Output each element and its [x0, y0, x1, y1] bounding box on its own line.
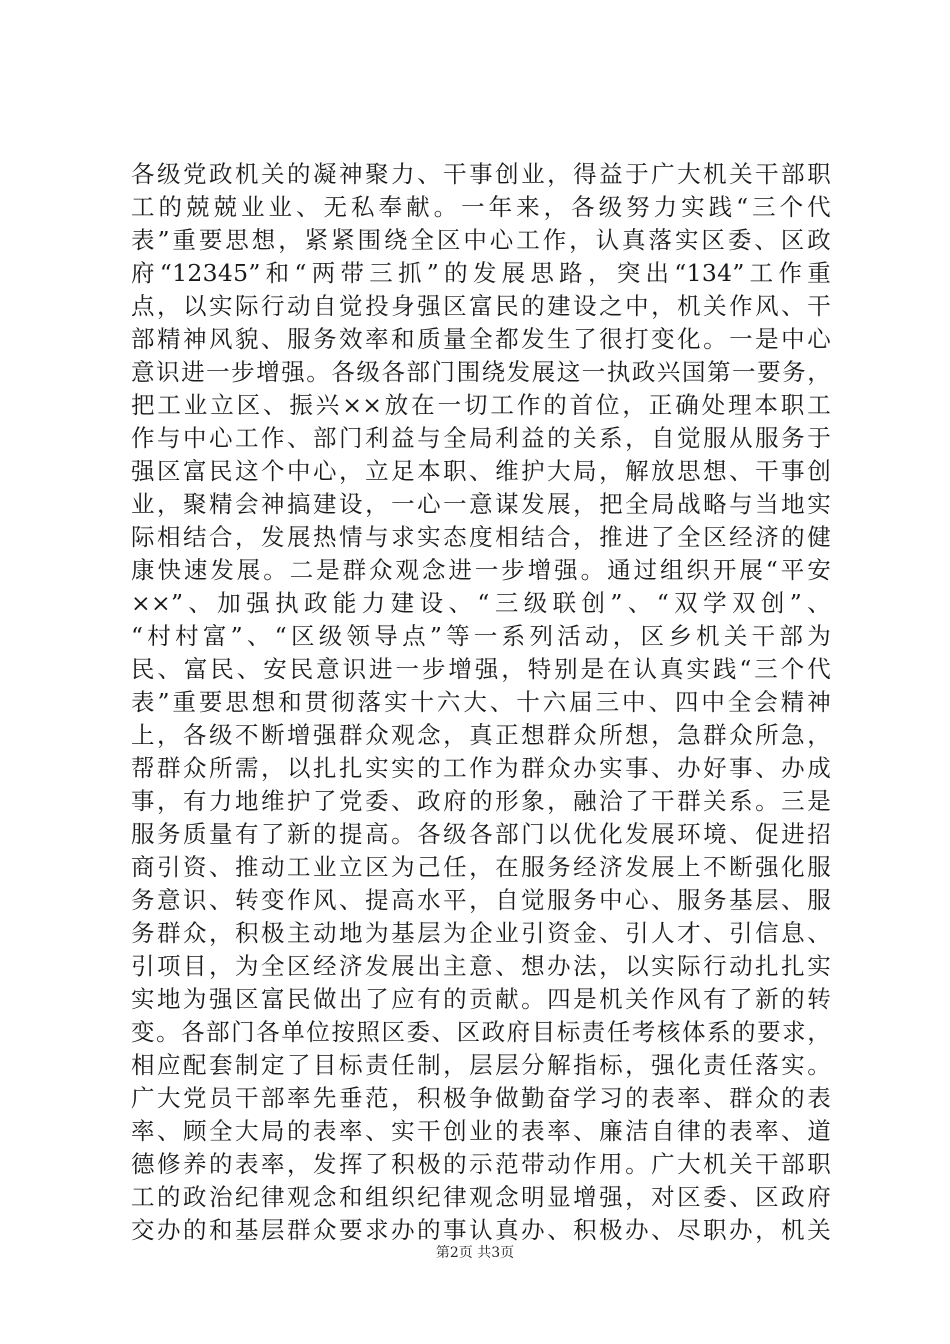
text-line: 府“12345”和“两带三抓”的发展思路，突出“134”工作重	[131, 259, 831, 287]
text-line: 帮群众所需，以扎扎实实的工作为群众办实事、办好事、办成	[131, 754, 831, 782]
text-line: 德修养的表率，发挥了积极的示范带动作用。广大机关干部职	[131, 1150, 831, 1178]
text-line: 引项目，为全区经济发展出主意、想办法，以实际行动扎扎实	[131, 952, 831, 980]
text-line: “村村富”、“区级领导点”等一系列活动，区乡机关干部为	[131, 622, 831, 650]
text-line: 变。各部门各单位按照区委、区政府目标责任考核体系的要求，	[131, 1018, 831, 1046]
text-line: 点，以实际行动自觉投身强区富民的建设之中，机关作风、干	[131, 292, 831, 320]
text-line: 表”重要思想和贯彻落实十六大、十六届三中、四中全会精神	[131, 688, 831, 716]
text-line: 务群众，积极主动地为基层为企业引资金、引人才、引信息、	[131, 919, 831, 947]
text-line: 际相结合，发展热情与求实态度相结合，推进了全区经济的健	[131, 523, 831, 551]
text-line: 相应配套制定了目标责任制，层层分解指标，强化责任落实。	[131, 1051, 831, 1079]
text-line: 意识进一步增强。各级各部门围绕发展这一执政兴国第一要务，	[131, 358, 831, 386]
page-number-footer: 第2页 共3页	[435, 1245, 515, 1261]
text-line: 服务质量有了新的提高。各级各部门以优化发展环境、促进招	[131, 820, 831, 848]
text-line: 把工业立区、振兴××放在一切工作的首位，正确处理本职工	[131, 391, 831, 419]
text-line: 实地为强区富民做出了应有的贡献。四是机关作风有了新的转	[131, 985, 831, 1013]
text-line: 作与中心工作、部门利益与全局利益的关系，自觉服从服务于	[131, 424, 831, 452]
text-line: 康快速发展。二是群众观念进一步增强。通过组织开展“平安	[131, 556, 831, 584]
text-line: 工的兢兢业业、无私奉献。一年来，各级努力实践“三个代	[131, 193, 831, 221]
text-line: 部精神风貌、服务效率和质量全都发生了很打变化。一是中心	[131, 325, 831, 353]
text-line: 率、顾全大局的表率、实干创业的表率、廉洁自律的表率、道	[131, 1117, 831, 1145]
text-line: 商引资、推动工业立区为己任，在服务经济发展上不断强化服	[131, 853, 831, 881]
text-line: ××”、加强执政能力建设、“三级联创”、“双学双创”、	[131, 589, 831, 617]
text-line: 交办的和基层群众要求办的事认真办、积极办、尽职办，机关	[131, 1216, 831, 1244]
text-line: 业，聚精会神搞建设，一心一意谋发展，把全局战略与当地实	[131, 490, 831, 518]
text-line: 事，有力地维护了党委、政府的形象，融洽了干群关系。三是	[131, 787, 831, 815]
text-line: 表”重要思想，紧紧围绕全区中心工作，认真落实区委、区政	[131, 226, 831, 254]
text-line: 民、富民、安民意识进一步增强，特别是在认真实践“三个代	[131, 655, 831, 683]
text-line: 工的政治纪律观念和组织纪律观念明显增强，对区委、区政府	[131, 1183, 831, 1211]
text-line: 广大党员干部率先垂范，积极争做勤奋学习的表率、群众的表	[131, 1084, 831, 1112]
text-line: 务意识、转变作风、提高水平，自觉服务中心、服务基层、服	[131, 886, 831, 914]
body-paragraph	[131, 158, 831, 1247]
text-line: 强区富民这个中心，立足本职、维护大局，解放思想、干事创	[131, 457, 831, 485]
text-line: 上，各级不断增强群众观念，真正想群众所想，急群众所急，	[131, 721, 831, 749]
text-line: 各级党政机关的凝神聚力、干事创业，得益于广大机关干部职	[131, 160, 831, 188]
